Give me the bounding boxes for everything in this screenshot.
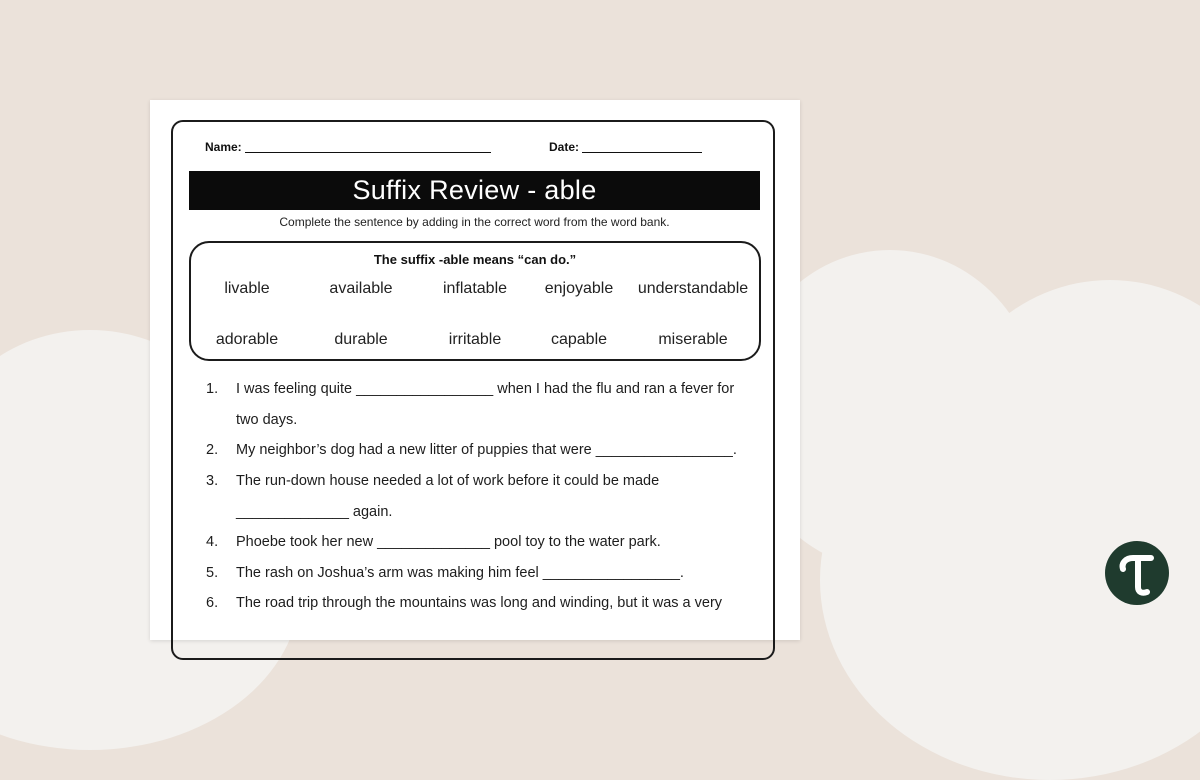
instruction-text: Complete the sentence by adding in the correct word from the word bank. xyxy=(279,215,670,229)
word-bank xyxy=(189,241,761,361)
word-bank-word: enjoyable xyxy=(544,280,614,297)
question-number: 3. xyxy=(206,473,219,489)
word-bank-word: durable xyxy=(334,331,388,348)
word-bank-word: irritable xyxy=(448,331,502,348)
worksheet-page xyxy=(150,100,800,640)
name-field xyxy=(205,140,491,154)
word-bank-word: miserable xyxy=(658,331,728,348)
question-number: 6. xyxy=(206,595,219,611)
word-bank-word: understandable xyxy=(637,280,749,297)
question-text: ______________ again. xyxy=(236,504,393,520)
word-bank-word: livable xyxy=(224,280,270,297)
question-text: The road trip through the mountains was long and winding, but it was a very xyxy=(236,595,723,611)
question-number: 5. xyxy=(206,565,219,581)
word-bank-word: available xyxy=(329,280,393,297)
question-text: The rash on Joshua’s arm was making him feel _________________. xyxy=(236,565,684,581)
date-line xyxy=(582,152,702,153)
word-bank-word: inflatable xyxy=(442,280,508,297)
word-bank-word: adorable xyxy=(215,331,279,348)
logo-glyph xyxy=(1105,541,1169,605)
question-number: 1. xyxy=(206,381,219,397)
worksheet-title: Suffix Review - able xyxy=(189,171,760,210)
question-text: Phoebe took her new ______________ pool toy to the water park. xyxy=(236,534,661,550)
twinkl-t-logo-icon xyxy=(1105,541,1169,605)
question-text: The run-down house needed a lot of work before it could be made xyxy=(236,473,660,489)
question-text: My neighbor’s dog had a new litter of puppies that were _________________. xyxy=(236,442,737,458)
name-label: Name: xyxy=(205,140,242,154)
date-label: Date: xyxy=(549,140,580,154)
question-text: two days. xyxy=(236,412,298,428)
word-bank-caption: The suffix -able means “can do.” xyxy=(373,252,577,267)
name-line xyxy=(245,152,491,153)
word-bank-word: capable xyxy=(550,331,608,348)
question-number: 4. xyxy=(206,534,219,550)
question-text: I was feeling quite _________________ when I had the flu and ran a fever for xyxy=(236,381,735,397)
date-field xyxy=(549,140,702,154)
question-number: 2. xyxy=(206,442,219,458)
